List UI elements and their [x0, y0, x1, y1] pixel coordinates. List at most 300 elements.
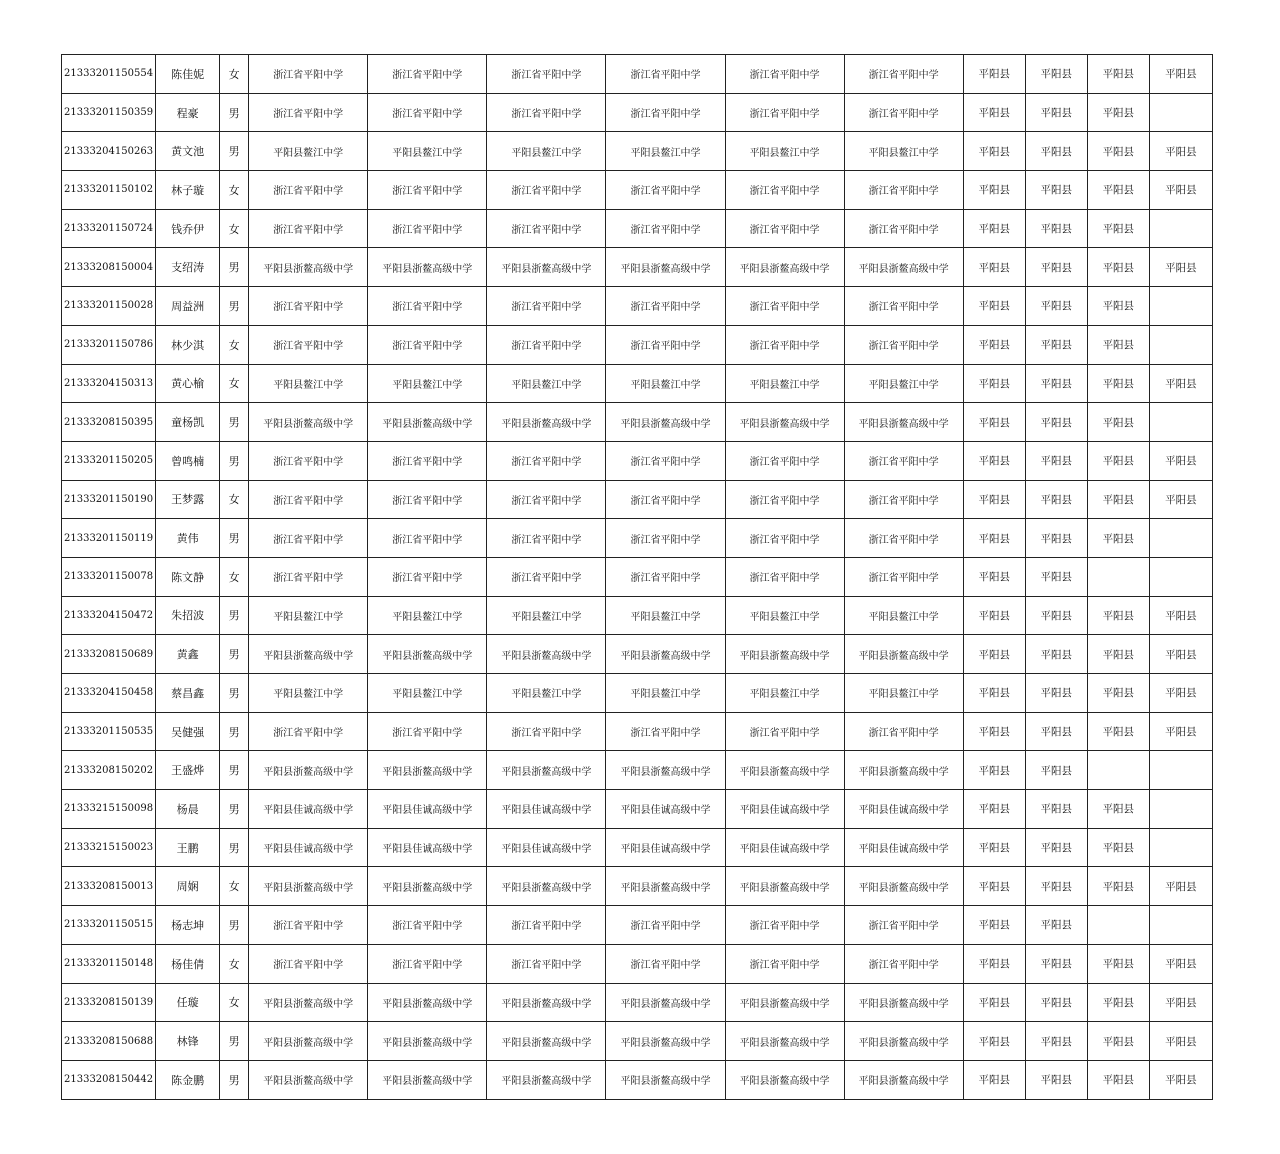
- table-row: [62, 983, 1213, 1022]
- county-cell: 平阳县: [963, 209, 1025, 248]
- county-cell: 平阳县: [1025, 209, 1087, 248]
- student-name-cell: 陈金鹏: [156, 1060, 220, 1099]
- county-cell: 平阳县: [1025, 171, 1087, 210]
- gender-cell: 男: [220, 790, 249, 829]
- school-choice-cell: 浙江省平阳中学: [844, 480, 963, 519]
- school-choice-cell: 平阳县浙鳌高级中学: [725, 1060, 844, 1099]
- student-name-cell: 王鹏: [156, 828, 220, 867]
- student-name-cell: 林子璇: [156, 171, 220, 210]
- student-id-cell: 21333201150190: [62, 480, 156, 519]
- student-name-cell: 朱招波: [156, 596, 220, 635]
- county-cell: 平阳县: [1087, 983, 1149, 1022]
- gender-cell: 男: [220, 132, 249, 171]
- school-choice-cell: 平阳县鳌江中学: [606, 674, 725, 713]
- county-cell: 平阳县: [963, 171, 1025, 210]
- county-cell: 平阳县: [1087, 635, 1149, 674]
- student-id-cell: 21333208150688: [62, 1022, 156, 1061]
- school-choice-cell: 平阳县鳌江中学: [725, 364, 844, 403]
- school-choice-cell: 浙江省平阳中学: [844, 519, 963, 558]
- school-choice-cell: 浙江省平阳中学: [249, 712, 368, 751]
- county-cell: 平阳县: [1087, 1022, 1149, 1061]
- school-choice-cell: 浙江省平阳中学: [606, 519, 725, 558]
- county-cell: [1087, 557, 1149, 596]
- school-choice-cell: 平阳县浙鳌高级中学: [249, 867, 368, 906]
- school-choice-cell: 平阳县浙鳌高级中学: [606, 751, 725, 790]
- gender-cell: 男: [220, 596, 249, 635]
- school-choice-cell: 浙江省平阳中学: [368, 287, 487, 326]
- student-name-cell: 杨志坤: [156, 906, 220, 945]
- student-name-cell: 任璇: [156, 983, 220, 1022]
- school-choice-cell: 平阳县浙鳌高级中学: [725, 867, 844, 906]
- school-choice-cell: 平阳县浙鳌高级中学: [249, 635, 368, 674]
- school-choice-cell: 平阳县浙鳌高级中学: [249, 403, 368, 442]
- gender-cell: 女: [220, 480, 249, 519]
- county-cell: 平阳县: [1087, 325, 1149, 364]
- school-choice-cell: 平阳县鳌江中学: [844, 132, 963, 171]
- school-choice-cell: 浙江省平阳中学: [606, 906, 725, 945]
- county-cell: [1149, 751, 1212, 790]
- county-cell: 平阳县: [1087, 364, 1149, 403]
- school-choice-cell: 平阳县浙鳌高级中学: [487, 983, 606, 1022]
- school-choice-cell: 浙江省平阳中学: [725, 441, 844, 480]
- county-cell: 平阳县: [1025, 944, 1087, 983]
- county-cell: 平阳县: [1087, 209, 1149, 248]
- school-choice-cell: 浙江省平阳中学: [368, 441, 487, 480]
- county-cell: 平阳县: [1025, 828, 1087, 867]
- student-name-cell: 周益洲: [156, 287, 220, 326]
- county-cell: 平阳县: [963, 944, 1025, 983]
- school-choice-cell: 浙江省平阳中学: [844, 209, 963, 248]
- school-choice-cell: 浙江省平阳中学: [487, 93, 606, 132]
- school-choice-cell: 平阳县浙鳌高级中学: [844, 867, 963, 906]
- student-id-cell: 21333201150148: [62, 944, 156, 983]
- county-cell: 平阳县: [963, 1060, 1025, 1099]
- student-name-cell: 支绍涛: [156, 248, 220, 287]
- student-id-cell: 21333204150458: [62, 674, 156, 713]
- gender-cell: 女: [220, 983, 249, 1022]
- county-cell: 平阳县: [1025, 983, 1087, 1022]
- school-choice-cell: 浙江省平阳中学: [606, 944, 725, 983]
- student-id-cell: 21333208150004: [62, 248, 156, 287]
- school-choice-cell: 平阳县浙鳌高级中学: [844, 403, 963, 442]
- county-cell: 平阳县: [1087, 248, 1149, 287]
- gender-cell: 女: [220, 364, 249, 403]
- county-cell: [1149, 790, 1212, 829]
- school-choice-cell: 平阳县鳌江中学: [368, 364, 487, 403]
- county-cell: 平阳县: [1149, 480, 1212, 519]
- county-cell: [1149, 325, 1212, 364]
- county-cell: 平阳县: [1025, 325, 1087, 364]
- gender-cell: 男: [220, 674, 249, 713]
- table-row: [62, 906, 1213, 945]
- school-choice-cell: 浙江省平阳中学: [487, 944, 606, 983]
- school-choice-cell: 平阳县浙鳌高级中学: [368, 248, 487, 287]
- school-choice-cell: 浙江省平阳中学: [368, 209, 487, 248]
- school-choice-cell: 平阳县佳诚高级中学: [844, 790, 963, 829]
- county-cell: 平阳县: [1149, 674, 1212, 713]
- gender-cell: 男: [220, 712, 249, 751]
- student-name-cell: 周娴: [156, 867, 220, 906]
- school-choice-cell: 平阳县佳诚高级中学: [606, 790, 725, 829]
- school-choice-cell: 浙江省平阳中学: [487, 906, 606, 945]
- table-row: [62, 751, 1213, 790]
- student-id-cell: 21333204150472: [62, 596, 156, 635]
- school-choice-cell: 平阳县佳诚高级中学: [606, 828, 725, 867]
- school-choice-cell: 浙江省平阳中学: [368, 712, 487, 751]
- school-choice-cell: 平阳县浙鳌高级中学: [249, 983, 368, 1022]
- school-choice-cell: 平阳县浙鳌高级中学: [487, 1022, 606, 1061]
- school-choice-cell: 平阳县鳌江中学: [368, 596, 487, 635]
- county-cell: 平阳县: [1025, 403, 1087, 442]
- school-choice-cell: 平阳县浙鳌高级中学: [606, 1060, 725, 1099]
- school-choice-cell: 平阳县鳌江中学: [487, 364, 606, 403]
- student-id-cell: 21333201150786: [62, 325, 156, 364]
- county-cell: 平阳县: [1149, 944, 1212, 983]
- county-cell: [1149, 557, 1212, 596]
- school-choice-cell: 浙江省平阳中学: [368, 93, 487, 132]
- school-choice-cell: 平阳县浙鳌高级中学: [606, 983, 725, 1022]
- county-cell: 平阳县: [1025, 364, 1087, 403]
- student-id-cell: 21333201150535: [62, 712, 156, 751]
- school-choice-cell: 浙江省平阳中学: [487, 325, 606, 364]
- school-choice-cell: 平阳县鳌江中学: [487, 674, 606, 713]
- school-choice-cell: 平阳县浙鳌高级中学: [249, 1022, 368, 1061]
- county-cell: 平阳县: [1087, 790, 1149, 829]
- school-choice-cell: 浙江省平阳中学: [249, 55, 368, 94]
- gender-cell: 男: [220, 828, 249, 867]
- school-choice-cell: 浙江省平阳中学: [844, 55, 963, 94]
- table-row: [62, 790, 1213, 829]
- county-cell: 平阳县: [1087, 674, 1149, 713]
- school-choice-cell: 平阳县浙鳌高级中学: [368, 1022, 487, 1061]
- county-cell: 平阳县: [1025, 867, 1087, 906]
- school-choice-cell: 平阳县浙鳌高级中学: [368, 867, 487, 906]
- enrollment-table: [61, 54, 1213, 1100]
- table-row: [62, 364, 1213, 403]
- school-choice-cell: 平阳县浙鳌高级中学: [249, 1060, 368, 1099]
- table-row: [62, 674, 1213, 713]
- student-id-cell: 21333204150313: [62, 364, 156, 403]
- school-choice-cell: 平阳县佳诚高级中学: [844, 828, 963, 867]
- student-name-cell: 曾鸣楠: [156, 441, 220, 480]
- county-cell: 平阳县: [963, 132, 1025, 171]
- county-cell: [1149, 209, 1212, 248]
- school-choice-cell: 平阳县佳诚高级中学: [725, 790, 844, 829]
- county-cell: 平阳县: [963, 480, 1025, 519]
- school-choice-cell: 浙江省平阳中学: [487, 519, 606, 558]
- county-cell: 平阳县: [963, 248, 1025, 287]
- county-cell: 平阳县: [963, 93, 1025, 132]
- county-cell: 平阳县: [1087, 55, 1149, 94]
- school-choice-cell: 浙江省平阳中学: [368, 906, 487, 945]
- table-row: [62, 287, 1213, 326]
- county-cell: 平阳县: [1087, 944, 1149, 983]
- county-cell: 平阳县: [963, 403, 1025, 442]
- student-id-cell: 21333201150205: [62, 441, 156, 480]
- county-cell: 平阳县: [1087, 441, 1149, 480]
- school-choice-cell: 浙江省平阳中学: [368, 171, 487, 210]
- gender-cell: 男: [220, 248, 249, 287]
- county-cell: 平阳县: [1087, 1060, 1149, 1099]
- gender-cell: 男: [220, 1060, 249, 1099]
- school-choice-cell: 浙江省平阳中学: [725, 944, 844, 983]
- county-cell: 平阳县: [1149, 55, 1212, 94]
- school-choice-cell: 平阳县浙鳌高级中学: [844, 248, 963, 287]
- county-cell: 平阳县: [963, 867, 1025, 906]
- gender-cell: 男: [220, 1022, 249, 1061]
- school-choice-cell: 浙江省平阳中学: [368, 55, 487, 94]
- county-cell: 平阳县: [963, 519, 1025, 558]
- school-choice-cell: 平阳县浙鳌高级中学: [487, 248, 606, 287]
- school-choice-cell: 平阳县浙鳌高级中学: [725, 751, 844, 790]
- county-cell: 平阳县: [1087, 596, 1149, 635]
- school-choice-cell: 平阳县浙鳌高级中学: [844, 751, 963, 790]
- school-choice-cell: 平阳县鳌江中学: [606, 596, 725, 635]
- school-choice-cell: 浙江省平阳中学: [844, 287, 963, 326]
- school-choice-cell: 平阳县鳌江中学: [844, 596, 963, 635]
- table-row: [62, 944, 1213, 983]
- school-choice-cell: 浙江省平阳中学: [249, 93, 368, 132]
- student-id-cell: 21333208150013: [62, 867, 156, 906]
- county-cell: 平阳县: [963, 983, 1025, 1022]
- school-choice-cell: 浙江省平阳中学: [606, 480, 725, 519]
- student-id-cell: 21333208150689: [62, 635, 156, 674]
- school-choice-cell: 浙江省平阳中学: [487, 209, 606, 248]
- table-row: [62, 635, 1213, 674]
- county-cell: 平阳县: [1149, 1022, 1212, 1061]
- county-cell: 平阳县: [963, 790, 1025, 829]
- school-choice-cell: 浙江省平阳中学: [249, 557, 368, 596]
- school-choice-cell: 平阳县浙鳌高级中学: [249, 751, 368, 790]
- county-cell: 平阳县: [1149, 441, 1212, 480]
- gender-cell: 女: [220, 944, 249, 983]
- table-row: [62, 248, 1213, 287]
- school-choice-cell: 浙江省平阳中学: [725, 55, 844, 94]
- school-choice-cell: 浙江省平阳中学: [368, 480, 487, 519]
- school-choice-cell: 平阳县浙鳌高级中学: [606, 867, 725, 906]
- school-choice-cell: 平阳县鳌江中学: [368, 674, 487, 713]
- county-cell: 平阳县: [1087, 867, 1149, 906]
- student-id-cell: 21333204150263: [62, 132, 156, 171]
- school-choice-cell: 平阳县佳诚高级中学: [249, 790, 368, 829]
- school-choice-cell: 浙江省平阳中学: [606, 441, 725, 480]
- county-cell: 平阳县: [963, 712, 1025, 751]
- school-choice-cell: 平阳县浙鳌高级中学: [487, 403, 606, 442]
- school-choice-cell: 浙江省平阳中学: [249, 441, 368, 480]
- school-choice-cell: 浙江省平阳中学: [844, 557, 963, 596]
- school-choice-cell: 平阳县浙鳌高级中学: [249, 248, 368, 287]
- school-choice-cell: 平阳县浙鳌高级中学: [487, 867, 606, 906]
- school-choice-cell: 平阳县浙鳌高级中学: [725, 635, 844, 674]
- county-cell: 平阳县: [1025, 248, 1087, 287]
- school-choice-cell: 平阳县鳌江中学: [487, 596, 606, 635]
- student-id-cell: 21333201150515: [62, 906, 156, 945]
- student-name-cell: 蔡昌鑫: [156, 674, 220, 713]
- school-choice-cell: 浙江省平阳中学: [725, 93, 844, 132]
- school-choice-cell: 平阳县鳌江中学: [249, 132, 368, 171]
- county-cell: [1149, 828, 1212, 867]
- gender-cell: 女: [220, 55, 249, 94]
- county-cell: 平阳县: [1087, 519, 1149, 558]
- student-id-cell: 21333201150078: [62, 557, 156, 596]
- school-choice-cell: 浙江省平阳中学: [844, 93, 963, 132]
- table-row: [62, 93, 1213, 132]
- school-choice-cell: 平阳县鳌江中学: [606, 364, 725, 403]
- county-cell: 平阳县: [1025, 635, 1087, 674]
- county-cell: 平阳县: [1087, 712, 1149, 751]
- school-choice-cell: 浙江省平阳中学: [487, 712, 606, 751]
- county-cell: 平阳县: [1149, 364, 1212, 403]
- school-choice-cell: 平阳县鳌江中学: [606, 132, 725, 171]
- gender-cell: 女: [220, 209, 249, 248]
- county-cell: 平阳县: [1149, 635, 1212, 674]
- county-cell: 平阳县: [1149, 712, 1212, 751]
- county-cell: 平阳县: [963, 325, 1025, 364]
- school-choice-cell: 平阳县浙鳌高级中学: [725, 983, 844, 1022]
- school-choice-cell: 浙江省平阳中学: [368, 557, 487, 596]
- gender-cell: 男: [220, 751, 249, 790]
- school-choice-cell: 平阳县鳌江中学: [368, 132, 487, 171]
- school-choice-cell: 平阳县鳌江中学: [725, 674, 844, 713]
- gender-cell: 男: [220, 635, 249, 674]
- student-name-cell: 吴健强: [156, 712, 220, 751]
- school-choice-cell: 浙江省平阳中学: [725, 557, 844, 596]
- school-choice-cell: 平阳县浙鳌高级中学: [487, 1060, 606, 1099]
- school-choice-cell: 浙江省平阳中学: [606, 93, 725, 132]
- student-id-cell: 21333201150359: [62, 93, 156, 132]
- county-cell: 平阳县: [1025, 132, 1087, 171]
- school-choice-cell: 平阳县浙鳌高级中学: [725, 248, 844, 287]
- school-choice-cell: 浙江省平阳中学: [249, 906, 368, 945]
- gender-cell: 男: [220, 441, 249, 480]
- gender-cell: 男: [220, 403, 249, 442]
- county-cell: 平阳县: [1025, 751, 1087, 790]
- gender-cell: 女: [220, 325, 249, 364]
- county-cell: 平阳县: [1149, 171, 1212, 210]
- school-choice-cell: 浙江省平阳中学: [368, 519, 487, 558]
- table-row: [62, 519, 1213, 558]
- table-row: [62, 1060, 1213, 1099]
- school-choice-cell: 平阳县浙鳌高级中学: [368, 983, 487, 1022]
- county-cell: 平阳县: [1025, 557, 1087, 596]
- school-choice-cell: 浙江省平阳中学: [606, 557, 725, 596]
- school-choice-cell: 平阳县佳诚高级中学: [368, 790, 487, 829]
- county-cell: 平阳县: [1025, 674, 1087, 713]
- school-choice-cell: 平阳县浙鳌高级中学: [606, 635, 725, 674]
- table-row: [62, 132, 1213, 171]
- table-row: [62, 557, 1213, 596]
- county-cell: 平阳县: [1025, 712, 1087, 751]
- county-cell: [1149, 906, 1212, 945]
- school-choice-cell: 浙江省平阳中学: [725, 712, 844, 751]
- school-choice-cell: 浙江省平阳中学: [844, 944, 963, 983]
- school-choice-cell: 浙江省平阳中学: [606, 325, 725, 364]
- student-id-cell: 21333201150119: [62, 519, 156, 558]
- school-choice-cell: 平阳县浙鳌高级中学: [368, 1060, 487, 1099]
- gender-cell: 男: [220, 519, 249, 558]
- table-row: [62, 325, 1213, 364]
- school-choice-cell: 平阳县浙鳌高级中学: [844, 983, 963, 1022]
- gender-cell: 女: [220, 867, 249, 906]
- school-choice-cell: 浙江省平阳中学: [249, 171, 368, 210]
- county-cell: 平阳县: [963, 557, 1025, 596]
- table-row: [62, 1022, 1213, 1061]
- school-choice-cell: 浙江省平阳中学: [844, 712, 963, 751]
- school-choice-cell: 平阳县浙鳌高级中学: [725, 403, 844, 442]
- student-id-cell: 21333215150023: [62, 828, 156, 867]
- student-name-cell: 陈文静: [156, 557, 220, 596]
- school-choice-cell: 浙江省平阳中学: [249, 944, 368, 983]
- student-name-cell: 钱乔伊: [156, 209, 220, 248]
- school-choice-cell: 平阳县浙鳌高级中学: [725, 1022, 844, 1061]
- student-name-cell: 林锋: [156, 1022, 220, 1061]
- county-cell: 平阳县: [1025, 519, 1087, 558]
- school-choice-cell: 平阳县浙鳌高级中学: [606, 248, 725, 287]
- gender-cell: 女: [220, 557, 249, 596]
- student-id-cell: 21333208150442: [62, 1060, 156, 1099]
- county-cell: 平阳县: [1149, 983, 1212, 1022]
- county-cell: 平阳县: [1087, 287, 1149, 326]
- gender-cell: 男: [220, 287, 249, 326]
- school-choice-cell: 平阳县浙鳌高级中学: [606, 403, 725, 442]
- school-choice-cell: 浙江省平阳中学: [606, 209, 725, 248]
- gender-cell: 男: [220, 93, 249, 132]
- school-choice-cell: 平阳县浙鳌高级中学: [368, 403, 487, 442]
- county-cell: 平阳县: [1025, 596, 1087, 635]
- school-choice-cell: 浙江省平阳中学: [487, 171, 606, 210]
- table-row: [62, 55, 1213, 94]
- school-choice-cell: 浙江省平阳中学: [487, 287, 606, 326]
- county-cell: 平阳县: [1087, 93, 1149, 132]
- county-cell: 平阳县: [963, 55, 1025, 94]
- student-id-cell: 21333208150139: [62, 983, 156, 1022]
- county-cell: 平阳县: [963, 906, 1025, 945]
- school-choice-cell: 浙江省平阳中学: [844, 325, 963, 364]
- school-choice-cell: 浙江省平阳中学: [844, 906, 963, 945]
- student-name-cell: 黄伟: [156, 519, 220, 558]
- school-choice-cell: 浙江省平阳中学: [606, 55, 725, 94]
- county-cell: 平阳县: [963, 674, 1025, 713]
- gender-cell: 女: [220, 171, 249, 210]
- county-cell: 平阳县: [1087, 403, 1149, 442]
- school-choice-cell: 平阳县鳌江中学: [249, 596, 368, 635]
- school-choice-cell: 浙江省平阳中学: [249, 209, 368, 248]
- county-cell: 平阳县: [1025, 441, 1087, 480]
- student-name-cell: 杨佳倩: [156, 944, 220, 983]
- table-body: [62, 55, 1213, 1100]
- school-choice-cell: 浙江省平阳中学: [725, 325, 844, 364]
- county-cell: 平阳县: [1025, 1022, 1087, 1061]
- student-id-cell: 21333208150202: [62, 751, 156, 790]
- school-choice-cell: 平阳县浙鳌高级中学: [606, 1022, 725, 1061]
- school-choice-cell: 平阳县浙鳌高级中学: [487, 751, 606, 790]
- student-name-cell: 童杨凯: [156, 403, 220, 442]
- school-choice-cell: 浙江省平阳中学: [844, 441, 963, 480]
- school-choice-cell: 平阳县鳌江中学: [844, 674, 963, 713]
- county-cell: 平阳县: [1025, 790, 1087, 829]
- school-choice-cell: 浙江省平阳中学: [725, 287, 844, 326]
- county-cell: 平阳县: [1149, 132, 1212, 171]
- county-cell: 平阳县: [963, 635, 1025, 674]
- county-cell: [1087, 751, 1149, 790]
- county-cell: 平阳县: [963, 441, 1025, 480]
- student-id-cell: 21333201150724: [62, 209, 156, 248]
- student-name-cell: 黄心榆: [156, 364, 220, 403]
- school-choice-cell: 浙江省平阳中学: [606, 171, 725, 210]
- school-choice-cell: 平阳县佳诚高级中学: [487, 828, 606, 867]
- school-choice-cell: 浙江省平阳中学: [487, 55, 606, 94]
- school-choice-cell: 浙江省平阳中学: [725, 519, 844, 558]
